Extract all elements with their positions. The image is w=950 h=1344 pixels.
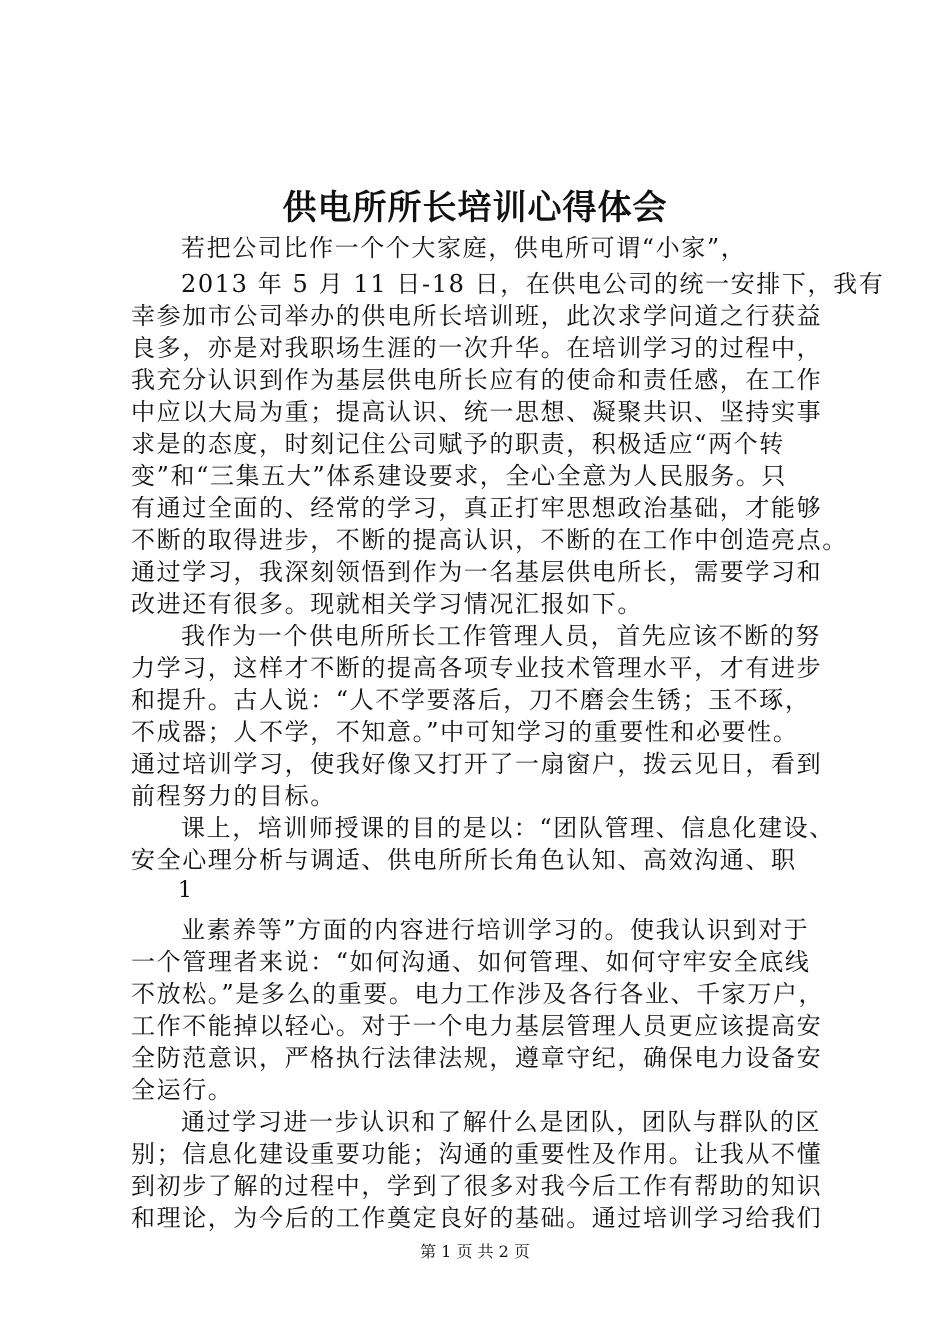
paragraph-line: 和理论，为今后的工作奠定良好的基础。通过培训学习给我们	[131, 1204, 823, 1232]
paragraph-line: 业素养等”方面的内容进行培训学习的。使我认识到对于	[181, 916, 810, 944]
paragraph-line: 到初步了解的过程中，学到了很多对我今后工作有帮助的知识	[131, 1172, 823, 1200]
paragraph-line: 我充分认识到作为基层供电所长应有的使命和责任感，在工作	[131, 366, 823, 394]
paragraph-line: 幸参加市公司举办的供电所长培训班，此次求学问道之行获益	[131, 302, 823, 330]
paragraph-line: 不成器；人不学，不知意。”中可知学习的重要性和必要性。	[131, 718, 799, 746]
paragraph-line: 有通过全面的、经常的学习，真正打牢思想政治基础，才能够	[131, 494, 823, 522]
paragraph-line: 工作不能掉以轻心。对于一个电力基层管理人员更应该提高安	[131, 1012, 823, 1040]
paragraph-line: 2013 年 5 月 11 日-18 日，在供电公司的统一安排下，我有	[181, 270, 885, 298]
paragraph-line: 变”和“三集五大”体系建设要求，全心全意为人民服务。只	[131, 462, 788, 490]
paragraph-line: 和提升。古人说：“人不学要落后，刀不磨会生锈；玉不琢，	[131, 686, 811, 714]
page-number-marker: 1	[178, 878, 192, 903]
paragraph-line: 求是的态度，时刻记住公司赋予的职责，积极适应“两个转	[131, 430, 785, 458]
paragraph-line: 改进还有很多。现就相关学习情况汇报如下。	[131, 590, 643, 618]
paragraph-line: 别；信息化建设重要功能；沟通的重要性及作用。让我从不懂	[131, 1140, 823, 1168]
paragraph-line: 通过学习进一步认识和了解什么是团队，团队与群队的区	[181, 1108, 821, 1136]
paragraph-line: 不断的取得进步，不断的提高认识，不断的在工作中创造亮点。	[131, 526, 848, 554]
paragraph-line: 前程努力的目标。	[131, 782, 336, 810]
paragraph-line: 一个管理者来说：“如何沟通、如何管理、如何守牢安全底线	[131, 948, 811, 976]
paragraph-line: 不放松。”是多么的重要。电力工作涉及各行各业、千家万户，	[131, 980, 825, 1008]
paragraph-line: 力学习，这样才不断的提高各项专业技术管理水平，才有进步	[131, 654, 823, 682]
paragraph-line: 中应以大局为重；提高认识、统一思想、凝聚共识、坚持实事	[131, 398, 823, 426]
paragraph-line: 良多，亦是对我职场生涯的一次升华。在培训学习的过程中，	[131, 334, 823, 362]
paragraph-line: 全防范意识，严格执行法律法规，遵章守纪，确保电力设备安	[131, 1044, 823, 1072]
paragraph-line: 安全心理分析与调适、供电所所长角色认知、高效沟通、职	[131, 846, 797, 874]
page-footer: 第 1 页 共 2 页	[420, 1242, 530, 1261]
paragraph-line: 课上，培训师授课的目的是以：“团队管理、信息化建设、	[181, 814, 835, 842]
document-title: 供电所所长培训心得体会	[282, 188, 668, 228]
paragraph-line: 通过培训学习，使我好像又打开了一扇窗户，拨云见日，看到	[131, 750, 823, 778]
paragraph-line: 若把公司比作一个个大家庭，供电所可谓“小家”，	[181, 234, 747, 262]
paragraph-line: 全运行。	[131, 1076, 234, 1104]
paragraph-line: 通过学习，我深刻领悟到作为一名基层供电所长，需要学习和	[131, 558, 823, 586]
paragraph-line: 我作为一个供电所所长工作管理人员，首先应该不断的努	[181, 622, 821, 650]
